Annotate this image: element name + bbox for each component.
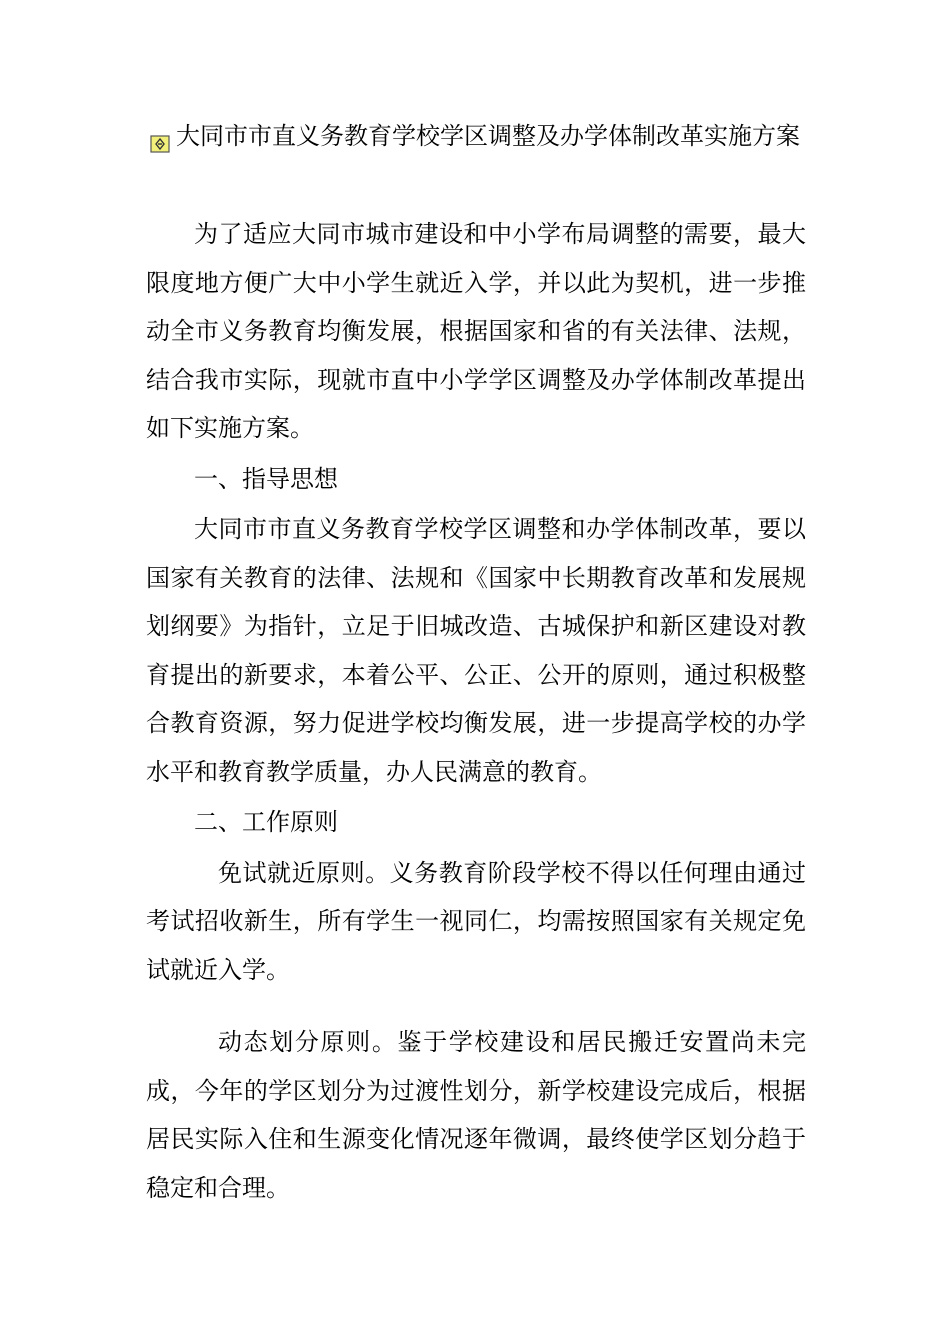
document-body — [146, 210, 806, 1212]
principle-dynamic-division-paragraph: 动态划分原则。鉴于学校建设和居民搬迁安置尚未完成，今年的学区划分为过渡性划分，新学校建设完成后，根据居民实际入住和生源变化情况逐年微调，最终使学区划分趋于稳定和合理。 — [146, 1028, 806, 1202]
document-link-icon[interactable] — [150, 127, 170, 145]
document-title: 大同市市直义务教育学校学区调整及办学体制改革实施方案 — [176, 122, 800, 150]
section-heading-work-principles: 二、工作原则 — [194, 808, 338, 836]
document-title-row — [150, 118, 830, 154]
principle-nearby-enrollment-paragraph: 免试就近原则。义务教育阶段学校不得以任何理由通过考试招收新生，所有学生一视同仁，均需按照国家有关规定免试就近入学。 — [146, 858, 806, 984]
section-heading-guiding-ideology: 一、指导思想 — [194, 464, 338, 493]
intro-paragraph: 为了适应大同市城市建设和中小学布局调整的需要，最大限度地方便广大中小学生就近入学，并以此为契机，进一步推动全市义务教育均衡发展，根据国家和省的有关法律、法规，结合我市实际，现就市直中小学学区调整及办学体制改革提出如下实施方案。 — [146, 220, 806, 442]
guiding-ideology-paragraph: 大同市市直义务教育学校学区调整和办学体制改革，要以国家有关教育的法律、法规和《国家中长期教育改革和发展规划纲要》为指针，立足于旧城改造、古城保护和新区建设对教育提出的新要求，本着公平、公正、公开的原则，通过积极整合教育资源，努力促进学校均衡发展，进一步提高学校的办学水平和教育教学质量，办人民满意的教育。 — [146, 515, 806, 786]
